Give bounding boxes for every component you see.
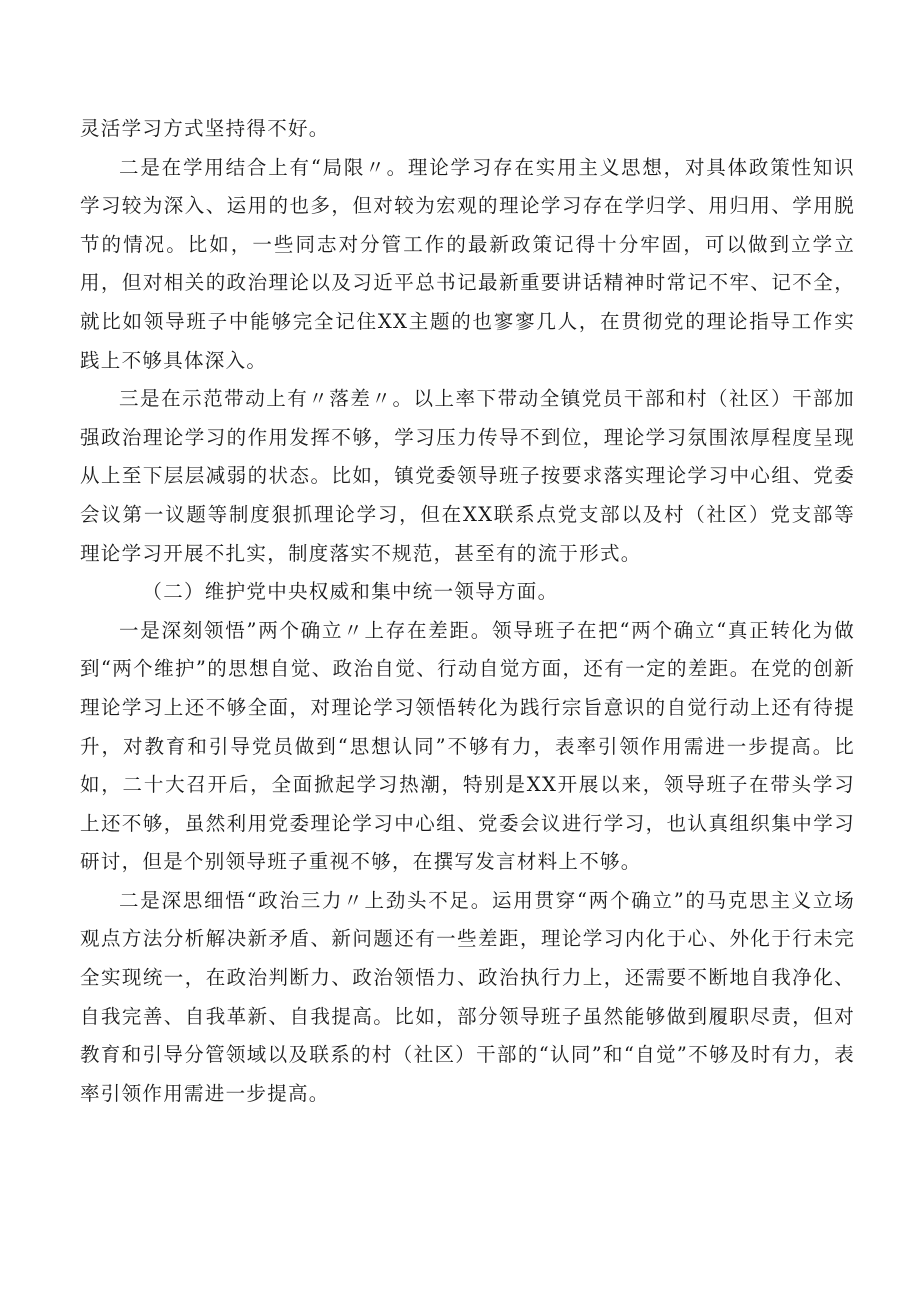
paragraph-item-three: 三是在示范带动上有〃落差〃。以上率下带动全镇党员干部和村（社区）干部加强政治理论学习的作用发挥不够，学习压力传导不到位，理论学习氛围浓厚程度呈现从上至下层层减弱的状态。比如，镇党委领导班子按要求落实理论学习中心组、党委会议第一议题等制度狠抓理论学习，但在XX联系点党支部以及村（社区）党支部等理论学习开展不扎实，制度落实不规范，甚至有的流于形式。	[80, 387, 855, 565]
paragraph-item-one: 一是深刻领悟”两个确立〃上存在差距。领导班子在把“两个确立“真正转化为做到“两个维护”的思想自觉、政治自觉、行动自觉方面，还有一定的差距。在党的创新理论学习上还不够全面，对理论学习领悟转化为践行宗旨意识的自觉行动上还有待提升，对教育和引导党员做到“思想认同”不够有力，表率引领作用需进一步提高。比如，二十大召开后，全面掀起学习热潮，特别是XX开展以来，领导班子在带头学习上还不够，虽然利用党委理论学习中心组、党委会议进行学习，也认真组织集中学习研讨，但是个别领导班子重视不够，在撰写发言材料上不够。	[80, 618, 855, 874]
paragraph-item-two-b: 二是深思细悟“政治三力〃上劲头不足。运用贯穿“两个确立”的马克思主义立场观点方法分析解决新矛盾、新问题还有一些差距，理论学习内化于心、外化于行未完全实现统一，在政治判断力、政治领悟力、政治执行力上，还需要不断地自我净化、自我完善、自我革新、自我提高。比如，部分领导班子虽然能够做到履职尽责，但对教育和引导分管领域以及联系的村（社区）干部的“认同”和“自觉”不够及时有力，表率引领作用需进一步提高。	[80, 888, 855, 1105]
paragraph-continuation: 灵活学习方式坚持得不好。	[80, 117, 330, 140]
document-body	[80, 110, 855, 1113]
paragraph-item-two: 二是在学用结合上有“局限〃。理论学习存在实用主义思想，对具体政策性知识学习较为深入、运用的也多，但对较为宏观的理论学习存在学归学、用归用、学用脱节的情况。比如，一些同志对分管工作的最新政策记得十分牢固，可以做到立学立用，但对相关的政治理论以及习近平总书记最新重要讲话精神时常记不牢、记不全，就比如领导班子中能够完全记住XX主题的也寥寥几人，在贯彻党的理论指导工作实践上不够具体深入。	[80, 155, 855, 372]
section-heading: （二）维护党中央权威和集中统一领导方面。	[142, 580, 559, 604]
